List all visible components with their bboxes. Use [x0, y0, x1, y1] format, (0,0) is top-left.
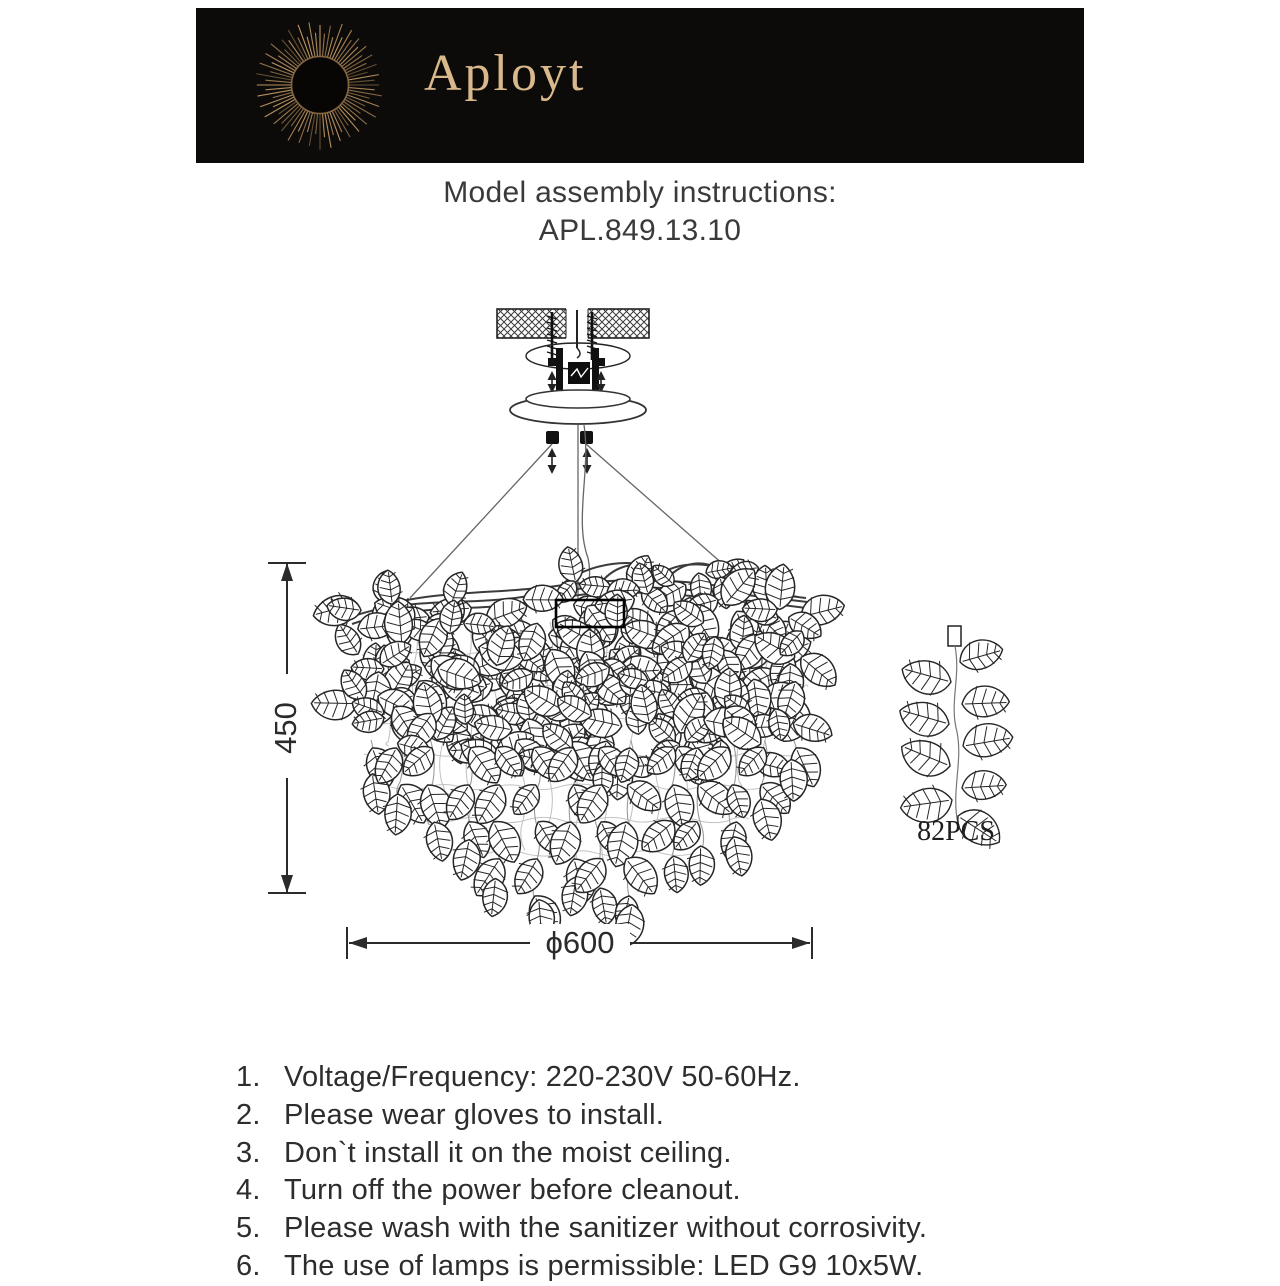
- instruction-number: 3.: [236, 1136, 261, 1169]
- page-title: Model assembly instructions:: [443, 176, 837, 209]
- pieces-count-label: 82PCS: [917, 816, 995, 847]
- brand-name: Aployt: [424, 45, 587, 102]
- instruction-item: [236, 1059, 1076, 1097]
- instruction-number: 2.: [236, 1098, 261, 1131]
- chandelier-leaf-cluster: [309, 544, 847, 950]
- ceiling-mount-drawing: [497, 307, 649, 474]
- instruction-text: Don`t install it on the moist ceiling.: [284, 1136, 732, 1169]
- instruction-list: [236, 1059, 1076, 1286]
- instruction-text: Please wear gloves to install.: [284, 1098, 664, 1131]
- height-dimension: [267, 563, 306, 893]
- diameter-dimension: [347, 924, 812, 962]
- instruction-item: [236, 1172, 1076, 1210]
- instruction-text: Please wash with the sanitizer without corrosivity.: [284, 1212, 928, 1245]
- instruction-item: [236, 1097, 1076, 1135]
- instruction-number: 6.: [236, 1249, 261, 1282]
- instruction-text: The use of lamps is permissible: LED G9 10x5W.: [284, 1249, 924, 1282]
- instruction-number: 1.: [236, 1061, 261, 1093]
- height-dimension-label: 450: [268, 702, 303, 754]
- leaf-strand-sample: [895, 626, 1016, 857]
- model-number: APL.849.13.10: [538, 214, 742, 247]
- instruction-item: [236, 1248, 1076, 1286]
- diameter-dimension-label: ϕ600: [545, 925, 615, 960]
- instruction-item: [236, 1210, 1076, 1248]
- instruction-number: 4.: [236, 1174, 261, 1207]
- instruction-number: 5.: [236, 1212, 261, 1245]
- instruction-text: Voltage/Frequency: 220-230V 50-60Hz.: [284, 1061, 801, 1093]
- instruction-text: Turn off the power before cleanout.: [284, 1174, 741, 1207]
- instruction-item: [236, 1135, 1076, 1173]
